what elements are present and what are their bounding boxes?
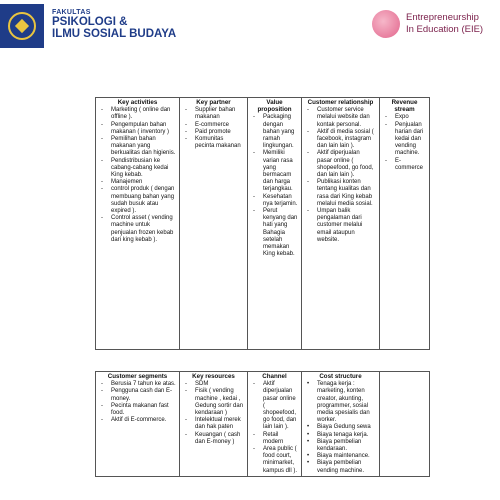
list-item: • Biaya pembelian vending machine. bbox=[305, 460, 376, 474]
value-proposition-title: Value proposition bbox=[257, 99, 292, 114]
list-item: - Pemilihan bahan makanan yang berkualitas dan higienis. bbox=[99, 136, 176, 158]
channel-list bbox=[251, 381, 298, 475]
list-item: - Retail modern bbox=[251, 432, 298, 446]
list-item: • Biaya tenaga kerja. bbox=[305, 432, 376, 439]
list-item: - Pengempulan bahan makanan ( inventory ) bbox=[99, 122, 176, 136]
customer-relationship-list bbox=[305, 107, 376, 244]
list-item: - Pendistribusian ke cabang-cabang kedai King kebab. bbox=[99, 158, 176, 180]
business-model-canvas bbox=[95, 97, 430, 477]
canvas-spacer-row bbox=[96, 350, 430, 372]
cost-structure-title: Cost structure bbox=[319, 373, 362, 380]
list-item: • Biaya pembelian kendaraan. bbox=[305, 439, 376, 453]
list-item: - Aktif di E-commerce. bbox=[99, 417, 176, 424]
faculty-label: FAKULTAS bbox=[52, 9, 91, 16]
list-item: - Aktif di media sosial ( facebook, instagram dan lain lain ). bbox=[305, 129, 376, 151]
revenue-stream-title: Revenue stream bbox=[391, 99, 418, 114]
value-proposition-list bbox=[251, 114, 298, 258]
list-item: - Aktif diperjualan pasar online ( shopeefood, go food, dan lain lain ). bbox=[305, 150, 376, 179]
key-partner-cell bbox=[180, 98, 248, 350]
key-partner-list bbox=[183, 107, 244, 150]
key-resources-cell bbox=[180, 372, 248, 477]
list-item: • Tenaga kerja : marketing, konten creator, akunting, programmer, sosial media spesialis dan worker. bbox=[305, 381, 376, 424]
faculty-name-line1: PSIKOLOGI & bbox=[52, 16, 128, 28]
eie-logo bbox=[372, 10, 492, 40]
cost-structure-list bbox=[305, 381, 376, 475]
list-item: - Berusia 7 tahun ke atas. bbox=[99, 381, 176, 388]
list-item: - Aktif diperjualan pasar online ( shopeefood, go food, dan lain lain ). bbox=[251, 381, 298, 431]
key-resources-list bbox=[183, 381, 244, 446]
revenue-stream-list bbox=[383, 114, 426, 172]
customer-segments-title: Customer segments bbox=[107, 373, 168, 380]
list-item: - Memiliki varian rasa yang bermacam dan harga terjangkau. bbox=[251, 150, 298, 193]
university-seal-icon bbox=[8, 12, 36, 40]
list-item: - Intelektual merek dan hak paten bbox=[183, 417, 244, 431]
eie-title-line2: In Education (EIE) bbox=[406, 24, 484, 35]
eie-title-line1: Entrepreneurship bbox=[406, 12, 479, 23]
list-item: • Biaya Gedung sewa bbox=[305, 424, 376, 431]
list-item: - Customer service melalui website dan kontak personal. bbox=[305, 107, 376, 129]
eie-logo-icon bbox=[372, 10, 400, 38]
list-item: - Supplier bahan makanan bbox=[183, 107, 244, 121]
list-item: - Umpan balik pengalaman dari customer melalui email ataupun website. bbox=[305, 208, 376, 244]
list-item: - Area public ( food court, minimarket, kampus dll ). bbox=[251, 446, 298, 475]
channel-cell bbox=[248, 372, 302, 477]
canvas-top-row bbox=[96, 98, 430, 350]
university-logo bbox=[0, 4, 44, 48]
list-item: - Manajemen bbox=[99, 179, 176, 186]
value-proposition-cell bbox=[248, 98, 302, 350]
customer-segments-list bbox=[99, 381, 176, 424]
customer-relationship-cell bbox=[302, 98, 380, 350]
faculty-name-line2: ILMU SOSIAL BUDAYA bbox=[52, 28, 177, 40]
list-item: - Fisik ( vending machine , kedai , Gedung sortir dan kendaraan ) bbox=[183, 388, 244, 417]
key-activities-cell bbox=[96, 98, 180, 350]
list-item: - Marketing ( online dan offline ). bbox=[99, 107, 176, 121]
key-activities-list bbox=[99, 107, 176, 244]
list-item: - Pecinta makanan fast food. bbox=[99, 403, 176, 417]
list-item: • Biaya maintenance. bbox=[305, 453, 376, 460]
list-item: - Komunitas pecinta makanan bbox=[183, 136, 244, 150]
list-item: - Pengguna cash dan E-money. bbox=[99, 388, 176, 402]
list-item: - Expo bbox=[383, 114, 426, 121]
customer-relationship-title: Customer relationship bbox=[307, 99, 374, 106]
list-item: - Control asset ( vending machine untuk penjualan frozen kebab dari king kebab ). bbox=[99, 215, 176, 244]
list-item: - Perut kenyang dan hati yang Bahagia setelah memakan King kebab. bbox=[251, 208, 298, 258]
list-item: - E-commerce bbox=[183, 122, 244, 129]
list-item: - Paid promote bbox=[183, 129, 244, 136]
list-item: - Keuangan ( cash dan E-money ) bbox=[183, 432, 244, 446]
list-item: - SDM bbox=[183, 381, 244, 388]
key-activities-title: Key activities bbox=[117, 99, 158, 106]
key-resources-title: Key resources bbox=[192, 373, 235, 380]
channel-title: Channel bbox=[262, 373, 287, 380]
key-partner-title: Key partner bbox=[196, 99, 231, 106]
list-item: - E-commerce bbox=[383, 158, 426, 172]
faculty-title bbox=[52, 9, 176, 40]
list-item: - Penjualan harian dari kedai dan vending machine. bbox=[383, 122, 426, 158]
list-item: - Kesehatan nya terjamin. bbox=[251, 194, 298, 208]
list-item: - control produk ( dengan membuang bahan yang sudah busuk atau expired ). bbox=[99, 186, 176, 215]
canvas-bottom-row bbox=[96, 372, 430, 477]
revenue-stream-cell bbox=[380, 98, 430, 350]
customer-segments-cell bbox=[96, 372, 180, 477]
list-item: - Packaging dengan bahan yang ramah lingkungan. bbox=[251, 114, 298, 150]
list-item: - Publikasi konten tentang kualitas dan rasa dari King kebab melalui media sosial. bbox=[305, 179, 376, 208]
empty-cell bbox=[380, 372, 430, 477]
cost-structure-cell bbox=[302, 372, 380, 477]
